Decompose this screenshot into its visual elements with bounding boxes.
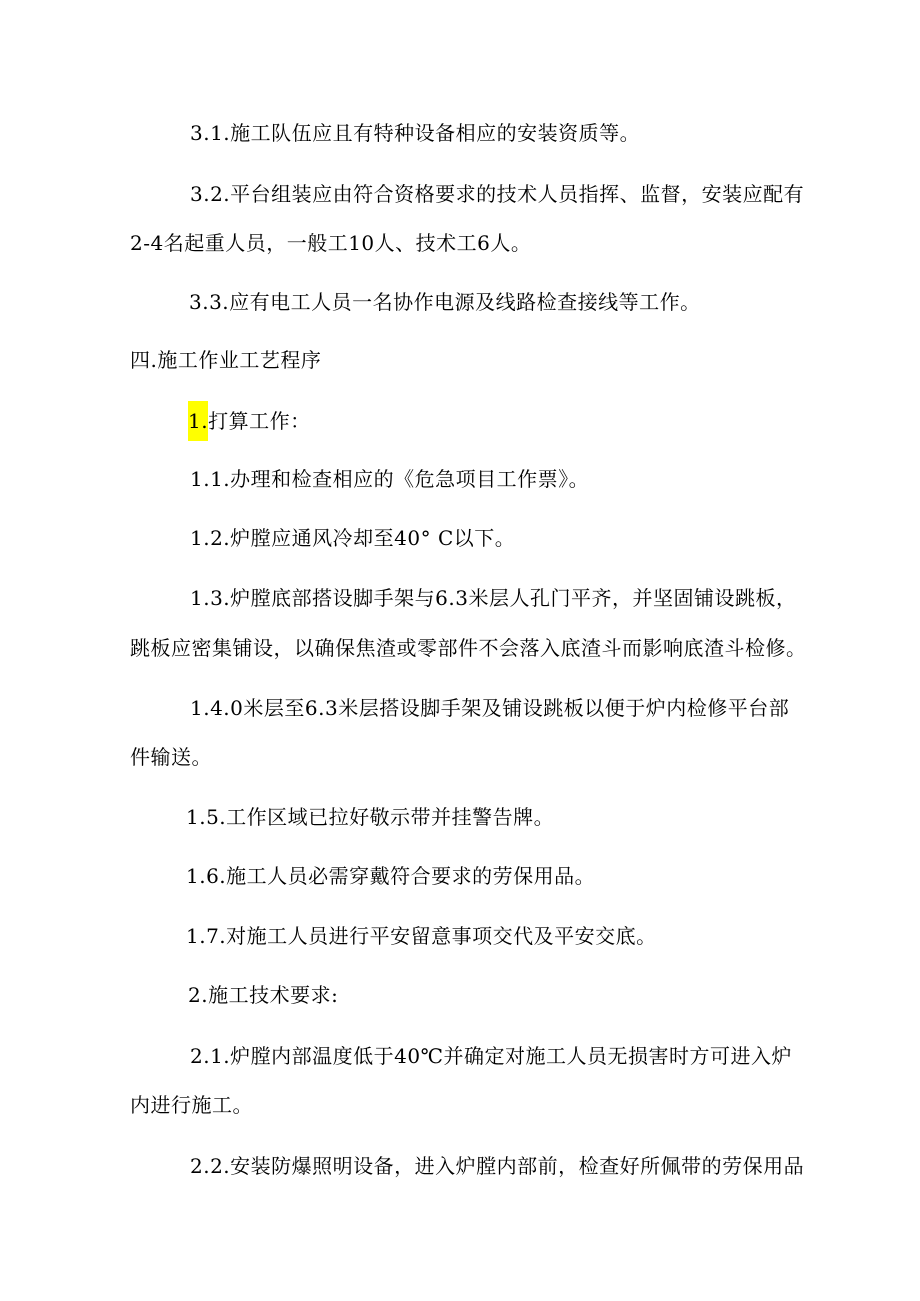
subsection-1-title: 打算工作： xyxy=(208,409,311,433)
section-heading-4: 四.施工作业工艺程序 xyxy=(130,348,322,372)
paragraph-3-2-line2: 2-4名起重人员，一般工10人、技术工6人。 xyxy=(130,231,532,255)
paragraph-2-1-line2: 内进行施工。 xyxy=(130,1093,253,1117)
paragraph-1-2: 1.2.炉膛应通风冷却至40° C以下。 xyxy=(190,526,516,550)
paragraph-1-3-line1: 1.3.炉膛底部搭设脚手架与6.3米层人孔门平齐，并坚固铺设跳板， xyxy=(190,586,797,610)
paragraph-1-6: 1.6.施工人员必需穿戴符合要求的劳保用品。 xyxy=(186,864,596,888)
paragraph-1-1: 1.1.办理和检查相应的《危急项目工作票》。 xyxy=(190,467,590,491)
paragraph-3-2-line1: 3.2.平台组装应由符合资格要求的技术人员指挥、监督，安装应配有 xyxy=(190,182,805,206)
paragraph-2-1-line1: 2.1.炉膛内部温度低于40℃并确定对施工人员无损害时方可进入炉 xyxy=(190,1044,792,1068)
paragraph-1-7: 1.7.对施工人员进行平安留意事项交代及平安交底。 xyxy=(186,924,657,948)
paragraph-3-3: 3.3.应有电工人员一名协作电源及线路检查接线等工作。 xyxy=(189,290,701,314)
paragraph-1-5: 1.5.工作区域已拉好敬示带并挂警告牌。 xyxy=(186,805,555,829)
subsection-1-heading xyxy=(188,407,311,435)
paragraph-1-3-line2: 跳板应密集铺设，以确保焦渣或零部件不会落入底渣斗而影响底渣斗检修。 xyxy=(130,636,807,660)
highlighted-number: 1. xyxy=(188,401,208,441)
paragraph-1-4-line2: 件输送。 xyxy=(130,745,212,769)
paragraph-2-2-line1: 2.2.安装防爆照明设备，进入炉膛内部前，检查好所佩带的劳保用品 xyxy=(190,1154,805,1178)
paragraph-3-1: 3.1.施工队伍应且有特种设备相应的安装资质等。 xyxy=(190,121,641,145)
subsection-2-heading: 2.施工技术要求: xyxy=(188,983,339,1007)
paragraph-1-4-line1: 1.4.0米层至6.3米层搭设脚手架及铺设跳板以便于炉内检修平台部 xyxy=(190,696,790,720)
